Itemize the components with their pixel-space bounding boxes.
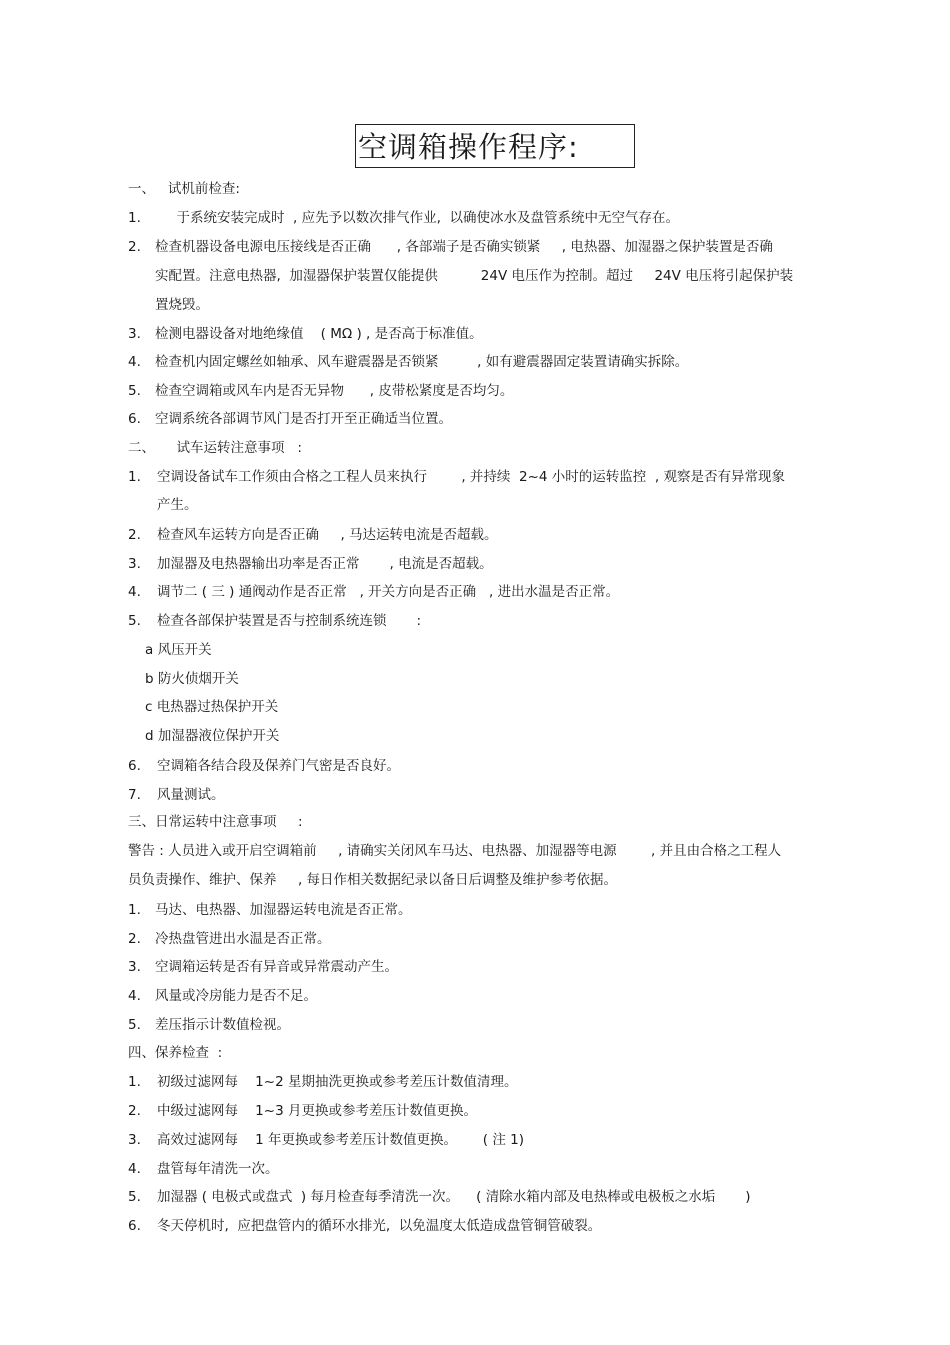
item-number: 1. <box>128 902 141 918</box>
item-number: 2. <box>128 931 141 947</box>
item-number: 4. <box>128 584 141 600</box>
item-text: 于系统安装完成时 , 应先予以数次排气作业, 以确使冰水及盘管系统中无空气存在。 <box>155 210 679 226</box>
item-number: 5. <box>128 1189 141 1205</box>
item-number: 2. <box>128 239 141 255</box>
item-text: 产生。 <box>157 497 198 513</box>
item-number: 3. <box>128 959 141 975</box>
section-heading-4: 四、保养检查 : <box>128 1045 223 1061</box>
section-heading-2: 二、 试车运转注意事项 : <box>128 440 302 456</box>
sub-item: d 加湿器液位保护开关 <box>145 728 280 744</box>
item-text: 差压指示计数值检视。 <box>155 1017 290 1033</box>
item-number: 2. <box>128 527 141 543</box>
item-text: 冬天停机时, 应把盘管内的循环水排光, 以免温度太低造成盘管铜管破裂。 <box>157 1218 602 1234</box>
item-number: 3. <box>128 326 141 342</box>
item-text: 高效过滤网每 1 年更换或参考差压计数值更换。 ( 注 1) <box>157 1132 524 1148</box>
item-number: 5. <box>128 613 141 629</box>
sub-item: c 电热器过热保护开关 <box>145 699 279 715</box>
section-heading-3: 三、日常运转中注意事项 : <box>128 814 303 830</box>
item-text: 盘管每年清洗一次。 <box>157 1161 279 1177</box>
item-text: 冷热盘管进出水温是否正常。 <box>155 931 331 947</box>
item-number: 1. <box>128 210 141 226</box>
item-text: 初级过滤网每 1~2 星期抽洗更换或参考差压计数值清理。 <box>157 1074 518 1090</box>
item-text: 风量或冷房能力是否不足。 <box>155 988 317 1004</box>
item-number: 4. <box>128 988 141 1004</box>
item-number: 6. <box>128 758 141 774</box>
item-number: 6. <box>128 1218 141 1234</box>
item-number: 7. <box>128 787 141 803</box>
item-text: 中级过滤网每 1~3 月更换或参考差压计数值更换。 <box>157 1103 477 1119</box>
item-number: 2. <box>128 1103 141 1119</box>
item-text: 置烧毁。 <box>155 297 209 313</box>
item-text: 加湿器及电热器输出功率是否正常 , 电流是否超载。 <box>157 556 493 572</box>
item-text: 实配置。注意电热器, 加湿器保护装置仅能提供 24V 电压作为控制。超过 24V 电压将引起保护装 <box>155 268 794 284</box>
item-text: 马达、电热器、加湿器运转电流是否正常。 <box>155 902 412 918</box>
item-text: 检查风车运转方向是否正确 , 马达运转电流是否超载。 <box>157 527 498 543</box>
document-title-box <box>355 124 635 168</box>
item-text: 检查各部保护装置是否与控制系统连锁 : <box>157 613 422 629</box>
item-text: 检查机内固定螺丝如轴承、风车避震器是否锁紧 , 如有避震器固定装置请确实拆除。 <box>155 354 689 370</box>
warning-text: 警告 : 人员进入或开启空调箱前 , 请确实关闭风车马达、电热器、加湿器等电源 , 并且由合格之工程人 <box>128 843 782 859</box>
item-text: 加湿器 ( 电极式或盘式 ) 每月检查每季清洗一次。 ( 清除水箱内部及电热棒或电极板之水垢 ) <box>157 1189 751 1205</box>
document-title: 空调箱操作程序: <box>358 130 579 164</box>
sub-item: b 防火侦烟开关 <box>145 671 239 687</box>
item-number: 3. <box>128 1132 141 1148</box>
item-number: 3. <box>128 556 141 572</box>
item-number: 4. <box>128 1161 141 1177</box>
warning-text: 员负责操作、维护、保养 , 每日作相关数据纪录以备日后调整及维护参考依据。 <box>128 872 618 888</box>
item-text: 空调系统各部调节风门是否打开至正确适当位置。 <box>155 411 452 427</box>
item-text: 空调设备试车工作须由合格之工程人员来执行 , 并持续 2~4 小时的运转监控 , 观察是否有异常现象 <box>157 469 785 485</box>
item-number: 1. <box>128 1074 141 1090</box>
item-text: 调节二 ( 三 ) 通阀动作是否正常 , 开关方向是否正确 , 进出水温是否正常。 <box>157 584 620 600</box>
item-number: 5. <box>128 1017 141 1033</box>
item-number: 6. <box>128 411 141 427</box>
item-number: 5. <box>128 383 141 399</box>
item-text: 检查机器设备电源电压接线是否正确 , 各部端子是否确实锁紧 , 电热器、加湿器之保护装置是否确 <box>155 239 773 255</box>
item-text: 检测电器设备对地绝缘值 ( MΩ ) , 是否高于标准值。 <box>155 326 483 342</box>
item-number: 4. <box>128 354 141 370</box>
item-text: 空调箱各结合段及保养门气密是否良好。 <box>157 758 400 774</box>
sub-item: a 风压开关 <box>145 642 212 658</box>
item-text: 检查空调箱或风车内是否无异物 , 皮带松紧度是否均匀。 <box>155 383 514 399</box>
item-text: 空调箱运转是否有异音或异常震动产生。 <box>155 959 398 975</box>
section-heading-1: 一、 试机前检查: <box>128 181 240 197</box>
item-text: 风量测试。 <box>157 787 225 803</box>
item-number: 1. <box>128 469 141 485</box>
